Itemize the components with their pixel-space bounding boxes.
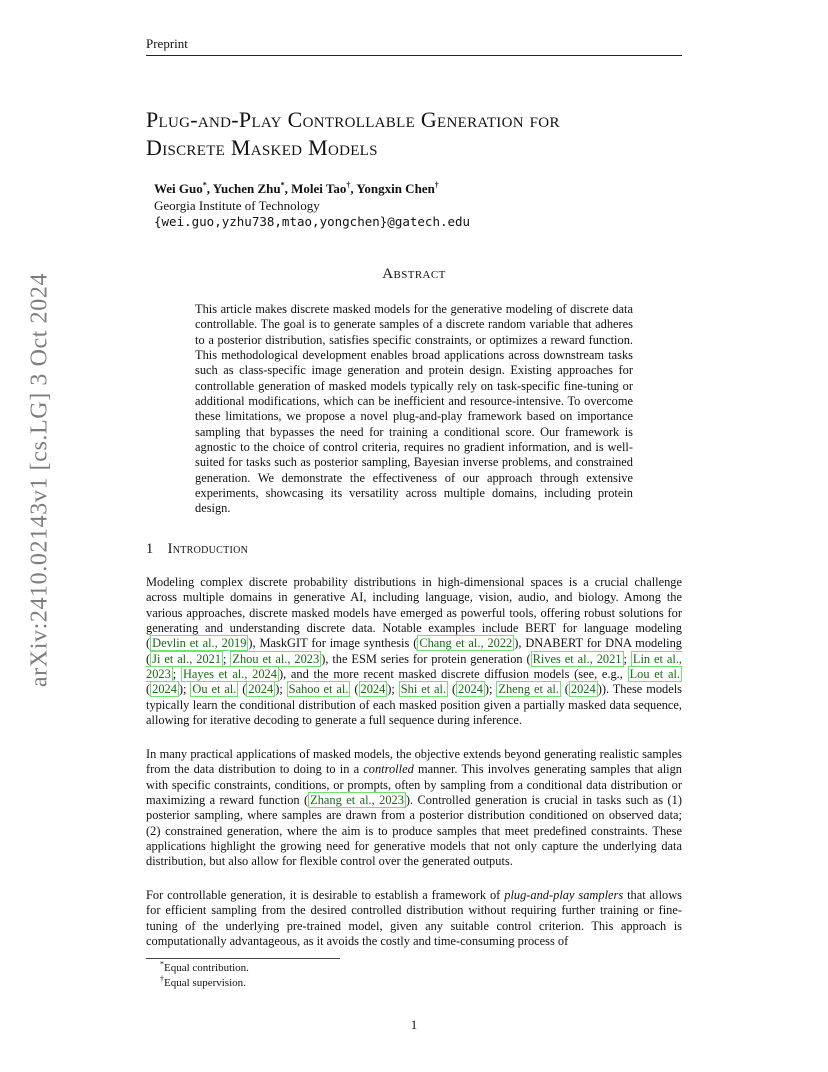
text-run: ( bbox=[238, 682, 247, 697]
section-title: Introduction bbox=[167, 541, 249, 557]
author-email[interactable]: {wei.guo,yzhu738,mtao,yongchen}@gatech.edu bbox=[154, 214, 471, 229]
title-line-1: Plug-and-Play Controllable Generation for bbox=[146, 107, 560, 132]
citation-link[interactable]: Zhou et al., 2023 bbox=[232, 651, 320, 666]
footnote-rule bbox=[146, 958, 340, 959]
author-mark: * bbox=[202, 180, 207, 190]
citation-link[interactable]: Chang et al., 2022 bbox=[419, 636, 513, 651]
footnote-mark: † bbox=[160, 974, 164, 984]
author-mark: † bbox=[346, 180, 351, 190]
footnote-mark: * bbox=[160, 959, 164, 969]
abstract-heading: Abstract bbox=[382, 266, 446, 282]
emphasis: plug-and-play samplers bbox=[504, 888, 624, 902]
text-run: ( bbox=[560, 682, 569, 697]
citation-link[interactable]: Shi et al. bbox=[400, 682, 447, 697]
arxiv-watermark: arXiv:2410.02143v1 [cs.LG] 3 Oct 2024 bbox=[26, 272, 53, 688]
footnote-text: Equal supervision. bbox=[164, 977, 246, 989]
citation-link[interactable]: 2024 bbox=[570, 682, 596, 697]
text-run: In many practical applications of masked models, the objective extends beyond generating realistic samples from the data distribution to doing to in a bbox=[146, 747, 682, 777]
citation-link[interactable]: Sahoo et al. bbox=[288, 682, 349, 697]
citation-link[interactable]: Lou et al. bbox=[629, 667, 680, 682]
author-name: Molei Tao bbox=[291, 181, 347, 196]
citation-link[interactable]: Ou et al. bbox=[192, 682, 237, 697]
citation-link[interactable]: Ji et al., 2021 bbox=[152, 651, 222, 666]
page-number: 1 bbox=[410, 1017, 418, 1032]
text-run: ( bbox=[350, 682, 359, 697]
abstract-text: This article makes discrete masked models for the generative modeling of discrete data controllable. The goal is to generate samples of a discrete random variable that adheres to a posterior distribution, satisfies specific constraints, or optimizes a reward function. This methodological development enables broad applications across downstream tasks such as class-specific image generation and protein design. Existing approaches for controllable generation of masked models typically rely on task-specific fine-tuning or additional modifications, which can be inefficient and resource-intensive. To overcome these limitations, we propose a novel plug-and-play framework based on importance sampling that bypasses the need for training a conditional score. Our framework is agnostic to the choice of control criteria, requires no gradient information, and is well-suited for tasks such as posterior sampling, Bayesian inverse problems, and constrained generation. We demonstrate the effectiveness of our approach through extensive experiments, showcasing its versatility across multiple domains, including protein design. bbox=[195, 302, 633, 516]
section-number: 1 bbox=[146, 541, 154, 557]
footnote-text: Equal contribution. bbox=[164, 962, 249, 974]
header-label: Preprint bbox=[146, 36, 188, 51]
section-heading-introduction bbox=[146, 541, 248, 558]
text-run: ); bbox=[178, 682, 191, 697]
footnote-1 bbox=[160, 959, 249, 974]
text-run: that allows for efficient sampling from the desired controlled distribution without requiring further training or fine-tuning of the underlying pre-trained model, given any suitable control criterion. This approach is computationally advantageous, as it avoids the costly and time-consuming process of bbox=[146, 888, 682, 949]
text-run: )). These models typically learn the conditional distribution of each masked position given a partially masked data sequence, allowing for iterative decoding to generate a full sequence during inference. bbox=[146, 682, 683, 728]
text-run: ( bbox=[146, 682, 151, 697]
text-run: ), the ESM series for protein generation ( bbox=[321, 651, 531, 666]
citation-link[interactable]: 2024 bbox=[458, 682, 483, 697]
paper-title bbox=[146, 106, 706, 162]
text-run: For controllable generation, it is desirable to establish a framework of bbox=[146, 888, 505, 902]
author-list: Wei Guo*, Yuchen Zhu*, Molei Tao†, Yongxin Chen† bbox=[154, 180, 439, 196]
citation-link[interactable]: Zhang et al., 2023 bbox=[310, 793, 404, 808]
author-mark: † bbox=[434, 180, 439, 190]
text-run: Modeling complex discrete probability distributions in high-dimensional spaces is a crucial challenge across multiple domains in generative AI, including language, vision, audio, and biology. Among the various approaches, discrete masked models have emerged as powerful tools, offering robust solutions for generating and understanding discrete data. Notable examples include BERT for language modeling ( bbox=[146, 575, 682, 651]
text-run: ); bbox=[275, 682, 287, 697]
author-mark: * bbox=[280, 180, 285, 190]
text-run: ( bbox=[448, 682, 457, 697]
text-run: ), and the more recent masked discrete diffusion models (see, e.g., bbox=[278, 667, 628, 682]
text-run: manner. This involves generating samples that align with specific constraints, conditions, or prompts, often by sampling from a conditional data distribution or maximizing a reward function ( bbox=[146, 762, 682, 808]
citation-link[interactable]: Zheng et al. bbox=[498, 682, 559, 697]
title-line-2: Discrete Masked Models bbox=[146, 135, 378, 160]
text-run: ). Controlled generation is crucial in tasks such as (1) posterior sampling, where samples are drawn from a posterior distribution conditioned on observed data; (2) constrained generation, where the aim is to produce samples that meet predefined constraints. These applications highlight the growing need for generative models that not only capture the underlying data distribution, but also allow for flexible control over the generated outputs. bbox=[146, 793, 682, 869]
citation-link[interactable]: 2024 bbox=[152, 682, 177, 697]
text-run: ), MaskGIT for image synthesis ( bbox=[248, 636, 418, 651]
text-run: ), DNABERT for DNA modeling ( bbox=[146, 636, 682, 666]
citation-link[interactable]: Rives et al., 2021 bbox=[532, 651, 622, 666]
citation-link[interactable]: 2024 bbox=[360, 682, 386, 697]
citation-link[interactable]: Devlin et al., 2019 bbox=[152, 636, 247, 651]
citation-link[interactable]: Hayes et al., 2024 bbox=[182, 667, 277, 682]
text-run: ; bbox=[623, 651, 631, 666]
text-run: ); bbox=[387, 682, 399, 697]
affiliation: Georgia Institute of Technology bbox=[154, 198, 320, 213]
emphasis: controlled bbox=[363, 762, 414, 777]
text-run: ; bbox=[172, 667, 181, 682]
citation-link[interactable]: Lin et al., 2023 bbox=[146, 651, 683, 682]
intro-paragraph-3 bbox=[146, 888, 682, 949]
text-run: ); bbox=[484, 682, 497, 697]
intro-paragraph-1 bbox=[146, 575, 682, 728]
author-name: Yuchen Zhu bbox=[212, 181, 281, 196]
running-header bbox=[146, 36, 682, 56]
text-run: ; bbox=[223, 651, 231, 666]
intro-paragraph-2 bbox=[146, 747, 682, 870]
author-name: Yongxin Chen bbox=[356, 181, 435, 196]
footnote-2 bbox=[160, 974, 246, 989]
citation-link[interactable]: 2024 bbox=[248, 682, 274, 697]
author-name: Wei Guo bbox=[154, 181, 203, 196]
